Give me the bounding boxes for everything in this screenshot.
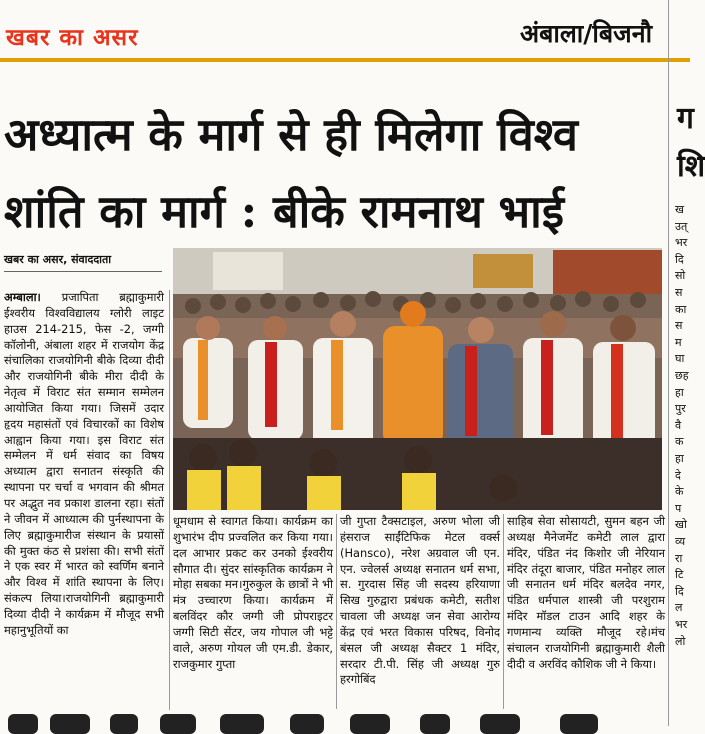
column-divider <box>503 514 504 709</box>
adjacent-story-line: छह <box>675 369 689 382</box>
article-column-1-text: प्रजापिता ब्रह्माकुमारी ईश्वरीय विश्वविद्यालय ग्लोरी लाइट हाउस 214-215, फेस -2, जग्गी कॉलोनी, अंबाला शहर में राजयोग केंद्र संचालिका राजयोगिनी बीके दिव्या दीदी और राजयोगिनी बीके मीरा दीदी के नेतृत्व में विराट संत सम्मान सम्मेलन आयोजित किया गया। जिसमें उदार हृदय महासंतों एवं विचारकों का विशेष आह्वान किया गया। इस विराट संत सम्मेलन में धर्म संवाद का विषय अध्यात्म द्वारा सनातन संस्कृति की स्थापना पर चर्चा व भगवान की श्रीमत पर अद्भुत नव प्रकाश डालना रहा। संतों ने जीवन में आध्यात्म की पुर्नस्थापना के लिए ब्रह्माकुमारीज संस्थान के प्रयासों की मुक्त कंठ से प्रशंसा की। सभी संतों ने एक स्वर में भारत को स्वर्णिम बनाने और विश्व में शांति स्थापना के लिए। संकल्प लिया।राजयोगिनी ब्रह्माकुमारी दिव्या दीदी ने कार्यक्रम में मौजूद सभी महानुभूतियों का <box>4 290 164 637</box>
headline-line-1: अध्यात्म के मार्ग से ही मिलेगा विश्व <box>4 108 578 161</box>
adjacent-story-line: क <box>675 435 684 449</box>
adjacent-story-line: स <box>675 286 683 299</box>
headline <box>4 96 664 250</box>
next-headline-cut <box>0 712 690 726</box>
adjacent-story-line: लो <box>675 634 686 648</box>
adjacent-story-line: दि <box>675 584 684 598</box>
adjacent-story-line: दे <box>675 468 681 482</box>
adjacent-story-line: स <box>675 319 683 333</box>
article-dateline: अम्बाला। <box>4 290 41 304</box>
adjacent-headline-1: ग <box>677 101 694 136</box>
news-photo <box>173 248 662 510</box>
section-brand: खबर का असर <box>6 25 139 51</box>
adjacent-story-line: उत् <box>675 219 688 233</box>
adjacent-story-line: पुर <box>675 402 686 416</box>
adjacent-story-line: खो <box>675 518 687 532</box>
byline: खबर का असर, संवाददाता <box>4 252 162 272</box>
header-rule <box>0 58 690 62</box>
adjacent-story-line: व्य <box>675 535 686 548</box>
adjacent-story-line: के <box>675 485 684 499</box>
article-column-3: जी गुप्ता टैक्सटाइल, अरुण भोला जी हंसराज साईंटिफिक मेटल वर्क्स (Hansco), नरेश अग्रवाल जी एन. एन. ज्वेलर्स अध्यक्ष सनातन धर्म सभा, स. गुरदास सिंह जी सदस्य हरियाणा सिख गुरुद्वारा प्रबंधक कमेटी, सतीश चावला जी अध्यक्ष जन सेवा आरोग्य केंद्र एवं भरत विकास परिषद, विनोद बंसल जी अध्यक्ष सैक्टर 1 मंदिर, सरदार टी.पी. सिंह जी अध्यक्ष गुरु हरगोबिंद <box>340 514 500 687</box>
masthead <box>0 0 690 68</box>
city-dateline: अंबाला/बिजनौ <box>520 19 653 48</box>
adjacent-story-line: म <box>675 335 682 349</box>
adjacent-story-line: भर <box>675 618 688 631</box>
adjacent-story-strip <box>668 0 705 726</box>
article-column-4: साहिब सेवा सोसायटी, सुमन बहन जी अध्यक्ष मैनेजमेंट कमेटी लाल द्वारा मंदिर, पंडित नंद किशोर जी नेरियान मंदिर तंदूरा बाजार, पंडित मनोहर लाल जी सनातन धर्म मंदिर बलदेव नगर, पंडित धर्मपाल शास्त्री जी परशुराम मंदिर मॉडल टाउन आदि शहर के गणमान्य व्यक्ति मौजूद रहे।मंच संचालन राजयोगिनी ब्रह्माकुमारी शैली दीदी व अरविंद कौशिक जी ने किया। <box>507 514 665 671</box>
article-column-2: धूमधाम से स्वागत किया। कार्यक्रम का शुभारंभ दीप प्रज्वलित कर किया गया। दल आभार प्रकट कर उनको ईश्वरीय सौगात दी। सुंदर सांस्कृतिक कार्यक्रम ने मोहा सबका मन।गुरुकुल के छात्रों ने भी मंत्र उच्चारण किया। कार्यक्रम में बलविंदर कौर जग्गी जी प्रोपराइटर जग्गी सिटी सेंटर, जय गोपाल जी भट्टे वाले, अरुण गोयल जी एम.डी. डेकार, राजकुमार गुप्ता <box>173 514 333 671</box>
adjacent-story-line: हा <box>675 452 684 465</box>
article-column-1 <box>4 290 164 639</box>
adjacent-story-line: भर <box>675 236 688 250</box>
adjacent-story-line: रा <box>675 551 683 565</box>
column-divider <box>169 290 170 710</box>
adjacent-story-line: प <box>675 501 682 515</box>
adjacent-story-line: का <box>675 302 687 316</box>
adjacent-story-line: हा <box>675 385 684 399</box>
adjacent-story-line: घा <box>675 352 685 366</box>
adjacent-story-line: दि <box>675 252 684 266</box>
group-photo-image <box>173 248 662 510</box>
adjacent-story-line: सो <box>675 269 686 283</box>
adjacent-story-line: वै <box>675 418 682 432</box>
adjacent-story-line: ख <box>675 203 684 216</box>
adjacent-headline-2: शि <box>677 149 705 184</box>
adjacent-story-line: टि <box>675 568 684 582</box>
adjacent-story-line: ल <box>675 601 683 615</box>
headline-line-2: शांति का मार्ग : बीके रामनाथ भाई <box>4 185 564 238</box>
column-divider <box>336 514 337 709</box>
